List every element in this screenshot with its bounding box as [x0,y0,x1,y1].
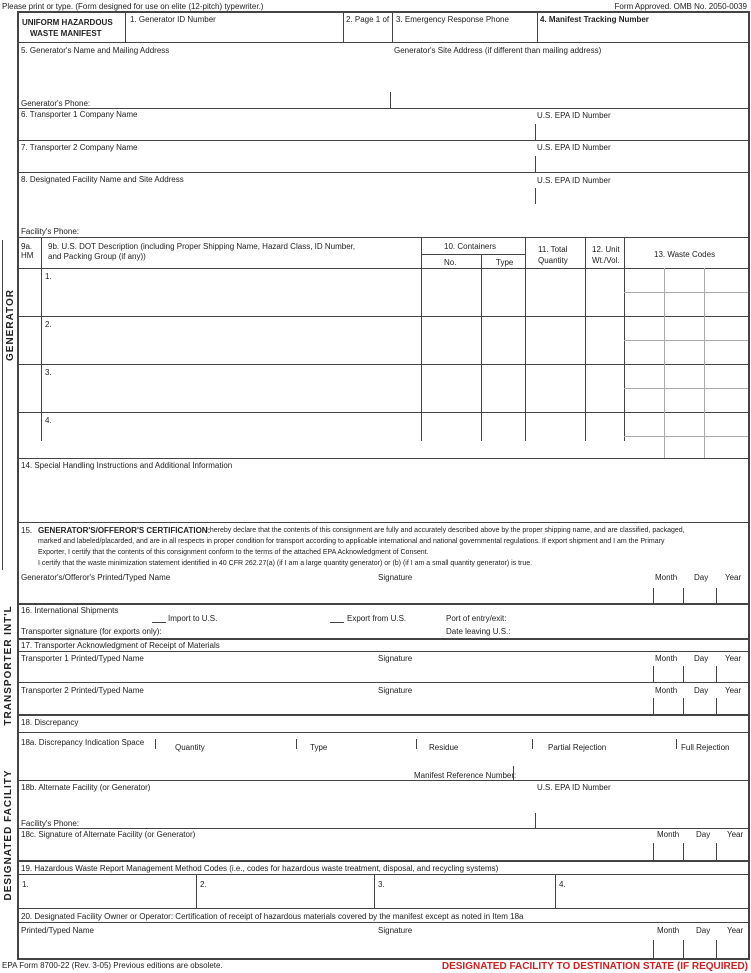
rule [17,364,750,365]
divider [653,843,654,860]
side-bracket-generator [2,240,3,570]
rule [17,860,750,862]
t2-month: Month [655,686,678,695]
title-line2: WASTE MANIFEST [30,29,102,38]
waste-row-2: 2. [45,320,52,329]
facility-phone-label: Facility's Phone: [21,227,79,236]
rule [421,254,525,255]
alt-facility-phone-label: Facility's Phone: [21,819,79,828]
field-4-label: 4. Manifest Tracking Number [540,15,649,24]
form-number: EPA Form 8700-22 (Rev. 3-05) Previous editions are obsolete. [2,961,223,970]
side-label-facility: DESIGNATED FACILITY [3,769,14,901]
type-checkbox[interactable] [296,739,304,749]
field-8-epa-label: U.S. EPA ID Number [537,176,611,185]
col-9a-hm: HM [21,251,34,260]
divider [653,666,654,682]
rule [17,828,750,829]
rule [17,412,750,413]
cert-year: Year [725,573,742,582]
col-10-no: No. [444,258,457,267]
import-label: Import to U.S. [168,614,218,623]
divider [535,188,536,204]
rule [330,622,344,623]
facility-name-label: Printed/Typed Name [21,926,94,935]
divider [196,874,197,908]
t2-year: Year [725,686,742,695]
divider [683,843,684,860]
transporter-export-sig-label: Transporter signature (for exports only): [21,627,162,636]
rule [17,172,750,173]
divider [716,588,717,603]
field-8-label: 8. Designated Facility Name and Site Address [21,175,184,184]
field-20-label: 20. Designated Facility Owner or Operator: Certification of receipt of hazardous materials covered by the manifest except as noted in Item 18a [21,912,524,921]
divider [555,874,556,908]
col-10-label: 10. Containers [444,242,497,251]
18c-day: Day [696,830,711,839]
generator-signature-label: Signature [378,573,413,582]
transporter-2-sig-label: Signature [378,686,413,695]
field-6-epa-label: U.S. EPA ID Number [537,111,611,120]
partial-rejection-label: Partial Rejection [548,743,607,752]
full-rejection-label: Full Rejection [681,743,730,752]
divider [653,698,654,714]
transporter-1-sig-label: Signature [378,654,413,663]
rule [17,651,750,652]
rule [17,268,750,269]
divider [716,843,717,860]
field-18-label: 18. Discrepancy [21,718,79,727]
field-16-label: 16. International Shipments [21,606,119,615]
rule [624,436,748,437]
frame-top [17,11,750,13]
generator-phone-label: Generator's Phone: [21,99,91,108]
waste-row-4: 4. [45,416,52,425]
col-9a-label: 9a. [21,242,33,251]
quantity-checkbox[interactable] [155,739,163,749]
frame-bottom [17,958,750,960]
divider [537,11,538,42]
rule [17,922,750,923]
field-15-num: 15. [21,526,33,535]
print-instructions: Please print or type. (Form designed for use on elite (12-pitch) typewriter.) [2,2,264,11]
side-label-intl: INT'L [3,605,14,635]
field-17-label: 17. Transporter Acknowledgment of Receipt of Materials [21,641,220,650]
residue-checkbox[interactable] [416,739,424,749]
col-12-label-2: Wt./Vol. [592,256,620,265]
divider [653,588,654,603]
destination-copy-label: DESIGNATED FACILITY TO DESTINATION STATE (IF REQUIRED) [441,961,748,972]
transporter-2-name-label: Transporter 2 Printed/Typed Name [21,686,144,695]
t1-month: Month [655,654,678,663]
20-day: Day [696,926,711,935]
col-9b-label-2: and Packing Group (if any)) [48,252,146,261]
cert-month: Month [655,573,678,582]
port-label: Port of entry/exit: [446,614,507,623]
rule [17,638,750,640]
field-14-label: 14. Special Handling Instructions and Additional Information [21,461,233,470]
transporter-1-name-label: Transporter 1 Printed/Typed Name [21,654,144,663]
residue-label: Residue [429,743,459,752]
col-13-label: 13. Waste Codes [654,250,716,259]
omb-number: Form Approved. OMB No. 2050-0039 [614,2,747,11]
rule [17,682,750,683]
cert-head: GENERATOR'S/OFFEROR'S CERTIFICATION: [38,526,211,535]
facility-sig-label: Signature [378,926,413,935]
rule [17,908,750,909]
frame-left [17,11,19,960]
t2-day: Day [694,686,709,695]
t1-day: Day [694,654,709,663]
divider [535,156,536,172]
field-7-label: 7. Transporter 2 Company Name [21,143,138,152]
18c-year: Year [727,830,744,839]
divider [664,268,665,458]
divider [343,11,344,42]
rule [17,237,750,238]
side-label-generator: GENERATOR [5,289,16,361]
waste-row-3: 3. [45,368,52,377]
cert-day: Day [694,573,709,582]
title-line1: UNIFORM HAZARDOUS [22,18,113,27]
quantity-label: Quantity [175,743,205,752]
rule [17,458,750,459]
field-5-label: 5. Generator's Name and Mailing Address [21,46,170,55]
rule [17,108,750,109]
rule [624,292,748,293]
rule [17,42,750,43]
t1-year: Year [725,654,742,663]
col-12-label-1: 12. Unit [592,245,620,254]
field-1-label: 1. Generator ID Number [130,15,216,24]
method-code-3: 3. [378,880,385,889]
method-code-1: 1. [22,880,29,889]
divider [716,666,717,682]
type-label: Type [310,743,328,752]
20-month: Month [657,926,680,935]
divider [683,940,684,958]
divider [390,92,391,108]
divider [683,588,684,603]
method-code-4: 4. [559,880,566,889]
rule [17,522,750,523]
20-year: Year [727,926,744,935]
divider [716,940,717,958]
18c-month: Month [657,830,680,839]
cert-line-1: I hereby declare that the contents of this consignment are fully and accurately described above by the proper shipping name, and are classified, packaged, [206,527,685,534]
cert-line-4: I certify that the waste minimization statement identified in 40 CFR 262.27(a) (if I am a large quantity generator) or (b) (if I am a small quantity generator) is true. [38,560,533,567]
field-18b-label: 18b. Alternate Facility (or Generator) [21,783,151,792]
col-10-type: Type [496,258,514,267]
rule [624,388,748,389]
rule [17,714,750,716]
rule [17,603,750,605]
field-6-label: 6. Transporter 1 Company Name [21,110,138,119]
generator-name-label: Generator's/Offeror's Printed/Typed Name [21,573,171,582]
rule [17,316,750,317]
waste-row-1: 1. [45,272,52,281]
rule [17,732,750,733]
divider [653,940,654,958]
divider [513,766,514,780]
field-18c-label: 18c. Signature of Alternate Facility (or Generator) [21,830,196,839]
method-code-2: 2. [200,880,207,889]
col-11-label-1: 11. Total [538,245,568,254]
field-2-label: 2. Page 1 of [346,15,390,24]
rule [17,780,750,781]
rule [17,874,750,875]
rule [624,340,748,341]
divider [535,813,536,828]
rule [17,140,750,141]
export-label: Export from U.S. [347,614,407,623]
rule [152,622,166,623]
col-11-label-2: Quantity [538,256,568,265]
divider [716,698,717,714]
divider [683,666,684,682]
field-19-label: 19. Hazardous Waste Report Management Method Codes (i.e., codes for hazardous waste treatment, disposal, and recycling systems) [21,864,499,873]
field-3-label: 3. Emergency Response Phone [396,15,509,24]
divider [535,124,536,140]
col-9b-label-1: 9b. U.S. DOT Description (including Proper Shipping Name, Hazard Class, ID Number, [48,242,356,251]
field-7-epa-label: U.S. EPA ID Number [537,143,611,152]
field-18b-epa-label: U.S. EPA ID Number [537,783,611,792]
divider [125,11,126,42]
date-leaving-label: Date leaving U.S.: [446,627,511,636]
manifest-ref-label: Manifest Reference Number: [414,771,517,780]
divider [704,268,705,458]
field-18a-label: 18a. Discrepancy Indication Space [21,738,145,747]
site-address-label: Generator's Site Address (if different than mailing address) [394,46,602,55]
cert-line-3: Exporter, I certify that the contents of this consignment conform to the terms of the attached EPA Acknowledgment of Consent. [38,549,429,556]
partial-rejection-checkbox[interactable] [532,739,540,749]
cert-line-2: marked and labeled/placarded, and are in all respects in proper condition for transport according to applicable international and national governmental regulations. If export shipment and I am the Primary [38,538,665,545]
side-label-transporter: TRANSPORTER [3,638,14,726]
divider [392,11,393,42]
divider [683,698,684,714]
divider [374,874,375,908]
frame-right [748,11,750,960]
